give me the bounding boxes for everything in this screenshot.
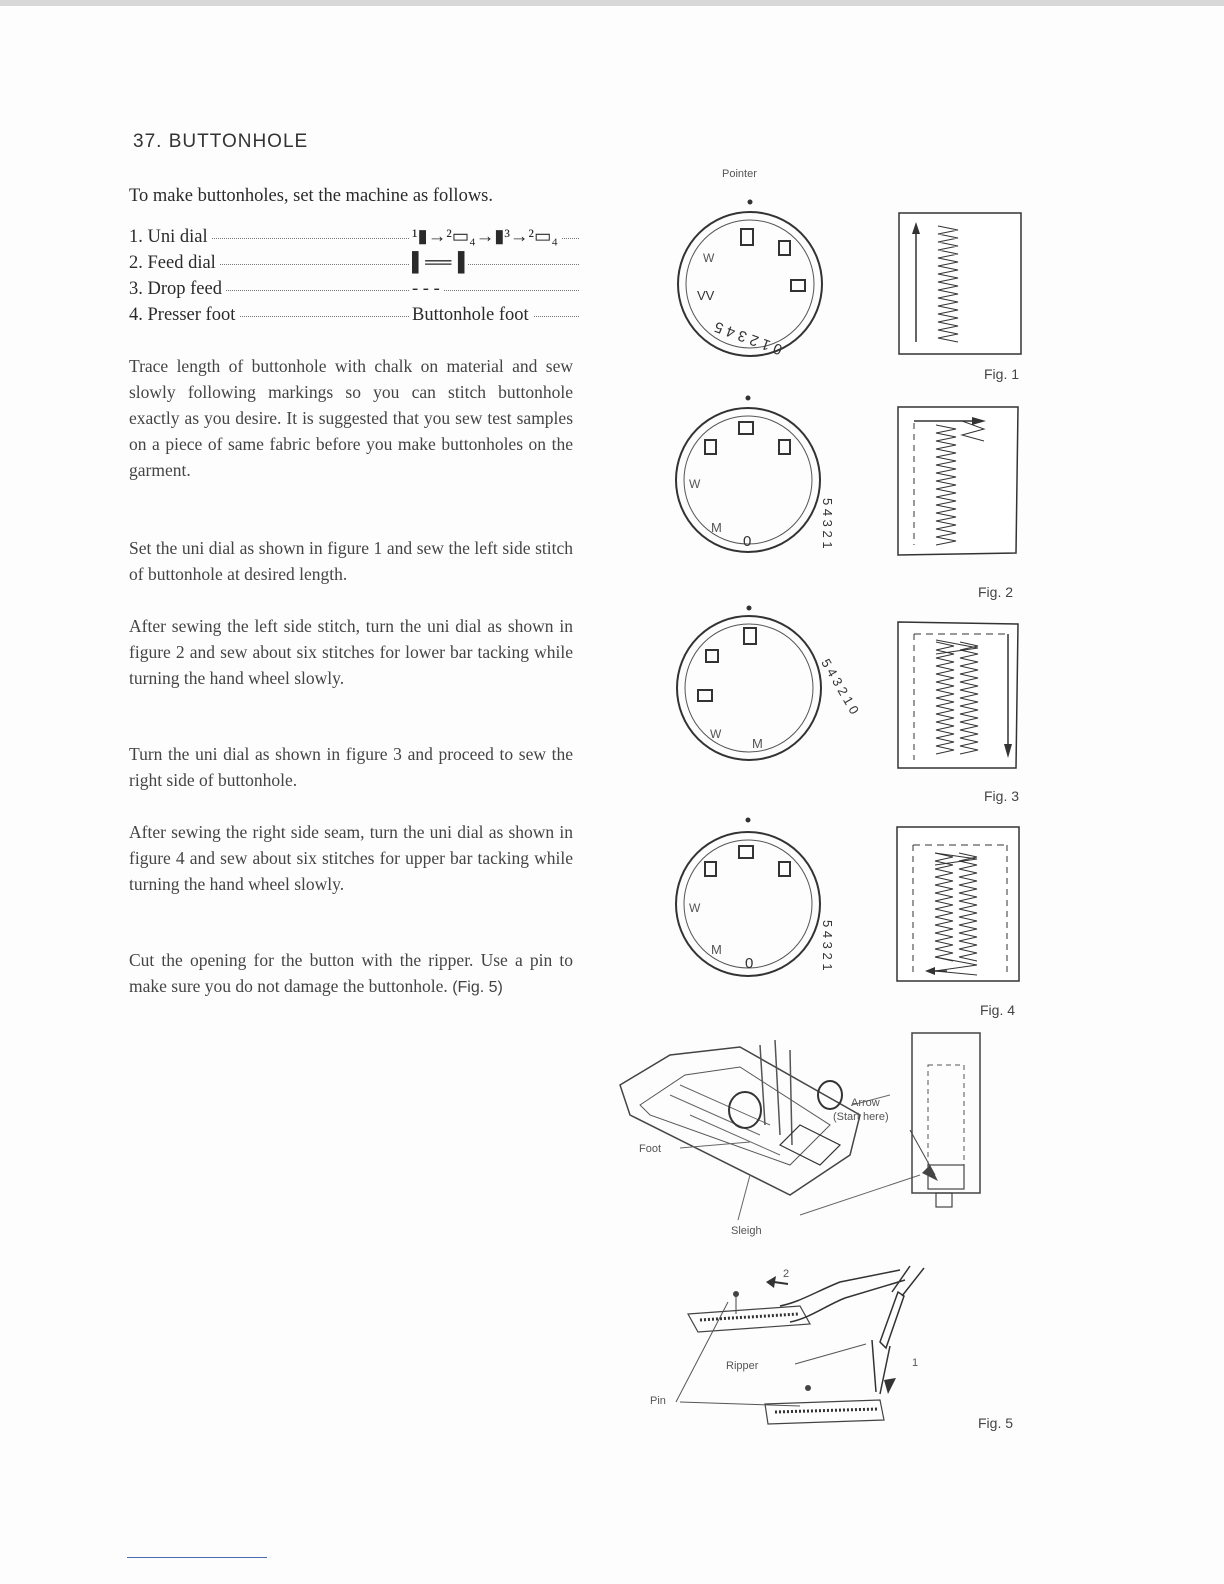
fig-1-label: Fig. 1	[984, 366, 1020, 382]
svg-text:5 4 3 2 1: 5 4 3 2 1	[820, 498, 835, 549]
dial-number-scale: 0 1 2 3 4 5	[712, 317, 785, 359]
setting-label: 1. Uni dial	[129, 224, 212, 250]
callout-arrow: Arrow	[851, 1097, 880, 1109]
fig-4-label: Fig. 4	[980, 1002, 1016, 1018]
svg-text:M: M	[752, 736, 763, 751]
scan-top-edge	[0, 0, 1224, 6]
setting-label: 2. Feed dial	[129, 250, 220, 276]
svg-text:0: 0	[743, 533, 752, 550]
paragraph-step-1: Set the uni dial as shown in figure 1 and sew the left side stitch of buttonhole at desired length.	[129, 538, 573, 584]
setting-label: 3. Drop feed	[129, 276, 226, 302]
callout-sleigh: Sleigh	[731, 1225, 762, 1237]
stitch-diagram-figure-3	[896, 620, 1024, 772]
svg-text:W: W	[689, 477, 701, 491]
paragraph-step-2: After sewing the left side stitch, turn the uni dial as shown in figure 2 and sew about six stitches for lower bar tacking while turning the hand wheel slowly.	[129, 616, 573, 688]
fig-2-label: Fig. 2	[978, 584, 1014, 600]
settings-list	[129, 224, 579, 328]
stitch-diagram-figure-1	[898, 212, 1024, 357]
fig-5-label: Fig. 5	[978, 1415, 1014, 1431]
setting-value: ¹▮→²▭₄→▮³→²▭₄	[410, 224, 562, 250]
paragraph-step-4: After sewing the right side seam, turn the uni dial as shown in figure 4 and sew about six stitches for upper bar tacking while turning the hand wheel slowly.	[129, 822, 573, 894]
uni-dial-figure-3	[676, 598, 863, 770]
callout-start-here: (Start here)	[833, 1111, 889, 1123]
callout-ripper: Ripper	[726, 1360, 759, 1372]
svg-text:VV: VV	[697, 288, 715, 303]
ripper-illustration	[640, 1262, 970, 1447]
callout-pin: Pin	[650, 1395, 666, 1407]
footer-rule	[127, 1557, 267, 1558]
setting-value: ▌══▐	[410, 250, 468, 276]
step-2-marker: 2	[783, 1268, 790, 1280]
svg-text:W: W	[689, 901, 701, 915]
stitch-diagram-figure-2	[896, 405, 1024, 558]
callout-foot: Foot	[639, 1143, 662, 1155]
pointer-label: Pointer	[722, 168, 757, 180]
setting-value: Buttonhole foot	[410, 302, 533, 328]
svg-text:M: M	[711, 520, 722, 535]
setting-row	[129, 302, 579, 328]
uni-dial-figure-1	[675, 196, 827, 368]
paragraph-step-5	[129, 947, 573, 1001]
page-title: 37. BUTTONHOLE	[133, 131, 309, 152]
paragraph-trace: Trace length of buttonhole with chalk on material and sew slowly following markings so you can stitch buttonhole exactly as you desire. It is suggested that you sew test samples on a piece of same fabric before you make buttonholes on the garment.	[129, 356, 573, 480]
svg-text:5 4 3 2 1: 5 4 3 2 1	[820, 920, 835, 971]
svg-text:M: M	[711, 942, 722, 957]
setting-row	[129, 276, 579, 302]
uni-dial-figure-4	[675, 814, 835, 986]
uni-dial-figure-2	[675, 392, 835, 564]
fig-5-reference: (Fig. 5)	[452, 979, 503, 996]
setting-label: 4. Presser foot	[129, 302, 239, 328]
step-1-marker: 1	[912, 1357, 919, 1369]
buttonhole-foot-illustration	[610, 1025, 1000, 1245]
svg-text:W: W	[710, 727, 722, 741]
paragraph-step-3: Turn the uni dial as shown in figure 3 and proceed to sew the right side of buttonhole.	[129, 744, 573, 790]
fig-3-label: Fig. 3	[984, 788, 1020, 804]
intro-text: To make buttonholes, set the machine as follows.	[129, 186, 494, 206]
setting-row	[129, 250, 579, 276]
stitch-diagram-figure-4	[895, 825, 1023, 985]
svg-text:5 4 3 2 1 0: 5 4 3 2 1 0	[818, 656, 863, 717]
svg-text:W: W	[703, 251, 715, 265]
paragraph-step-5-text: Cut the opening for the button with the ripper. Use a pin to make sure you do not damage the buttonhole.	[129, 950, 573, 996]
svg-text:0: 0	[745, 955, 754, 972]
setting-row	[129, 224, 579, 250]
setting-value: - - -	[410, 276, 444, 302]
